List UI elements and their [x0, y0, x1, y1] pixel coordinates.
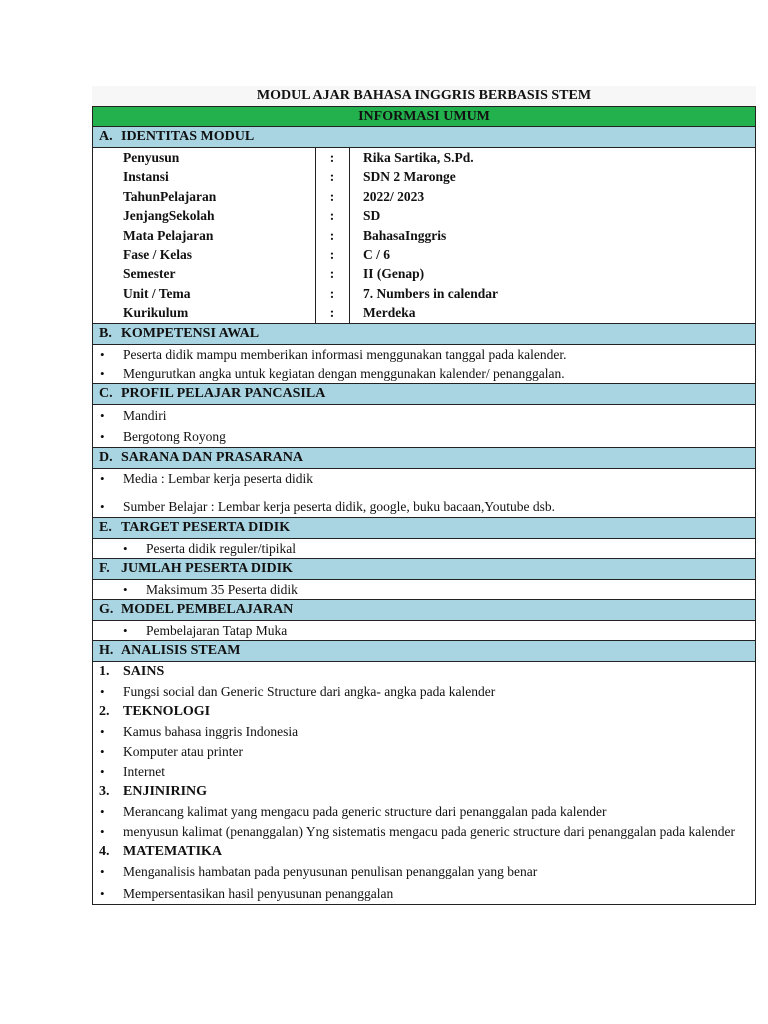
- list-item: • Mandiri: [93, 405, 755, 426]
- identitas-row: [93, 206, 755, 225]
- target-cell: [93, 538, 756, 558]
- section-title: PROFIL PELAJAR PANCASILA: [121, 385, 326, 401]
- list-item: • Bergotong Royong: [93, 426, 755, 447]
- identitas-value: 2022/ 2023: [363, 188, 425, 204]
- steam-number: 1.: [99, 663, 110, 679]
- identitas-row: [93, 167, 755, 186]
- section-g-header: [93, 599, 756, 620]
- identitas-sep: :: [329, 188, 335, 204]
- steam-heading: [93, 782, 755, 802]
- steam-title: TEKNOLOGI: [123, 703, 211, 719]
- section-a-header: [93, 127, 756, 148]
- section-c-header: [93, 383, 756, 404]
- steam-number: 4.: [99, 843, 110, 859]
- identitas-label: Penyusun: [123, 150, 180, 165]
- section-f-header: [93, 558, 756, 579]
- list-item: • Menganalisis hambatan pada penyusunan penulisan penanggalan yang benar: [93, 862, 755, 882]
- identitas-value: BahasaInggris: [363, 227, 447, 243]
- list-item: • Internet: [93, 762, 755, 782]
- list-item: • menyusun kalimat (penanggalan) Yng sistematis mengacu pada generic structure dari penanggalan pada kalender: [93, 822, 755, 842]
- section-letter: A.: [99, 129, 113, 144]
- identitas-value: Merdeka: [363, 305, 416, 321]
- identitas-label: JenjangSekolah: [123, 208, 215, 224]
- steam-title: SAINS: [123, 663, 165, 679]
- steam-cell: [93, 661, 756, 904]
- section-b-header: [93, 323, 756, 344]
- identitas-label: Unit / Tema: [123, 285, 191, 301]
- steam-number: 2.: [99, 703, 110, 719]
- identitas-label: Mata Pelajaran: [123, 227, 214, 243]
- identitas-sep: :: [329, 169, 335, 185]
- identitas-value: II (Genap): [363, 266, 425, 282]
- identitas-label: Semester: [123, 266, 176, 282]
- list-item: • Mempersentasikan hasil penyusunan penanggalan: [93, 884, 755, 904]
- document: [92, 86, 756, 905]
- identitas-sep: :: [329, 266, 335, 282]
- identitas-grid: [93, 148, 755, 323]
- identitas-sep: :: [329, 150, 335, 165]
- section-letter: C.: [99, 385, 113, 401]
- identitas-cell: [93, 148, 756, 324]
- divider: [315, 148, 316, 323]
- identitas-sep: :: [329, 246, 335, 262]
- identitas-label: TahunPelajaran: [123, 188, 217, 204]
- identitas-row: [93, 303, 755, 322]
- list-item: • Media : Lembar kerja peserta didik: [93, 469, 755, 489]
- section-e-header: [93, 517, 756, 538]
- section-letter: B.: [99, 325, 112, 341]
- identitas-sep: :: [329, 285, 335, 301]
- list-item: • Komputer atau printer: [93, 742, 755, 762]
- identitas-row: [93, 148, 755, 167]
- list-item: • Merancang kalimat yang mengacu pada generic structure dari penanggalan pada kalender: [93, 802, 755, 822]
- identitas-value: SDN 2 Maronge: [363, 169, 456, 185]
- steam-heading: [93, 662, 755, 682]
- identitas-row: [93, 245, 755, 264]
- sarana-cell: [93, 468, 756, 517]
- identitas-value: C / 6: [363, 246, 390, 262]
- section-title: JUMLAH PESERTA DIDIK: [121, 560, 293, 576]
- section-title: KOMPETENSI AWAL: [121, 325, 260, 341]
- identitas-label: Kurikulum: [123, 305, 189, 321]
- list-item: • Mengurutkan angka untuk kegiatan dengan menggunakan kalender/ penanggalan.: [93, 364, 755, 383]
- steam-title: MATEMATIKA: [123, 843, 223, 859]
- identitas-row: [93, 187, 755, 206]
- section-title: SARANA DAN PRASARANA: [121, 449, 304, 465]
- jumlah-cell: [93, 579, 756, 599]
- list-item: • Maksimum 35 Peserta didik: [93, 580, 755, 599]
- section-h-header: [93, 640, 756, 661]
- identitas-row: [93, 284, 755, 303]
- identitas-row: [93, 264, 755, 283]
- section-title: MODEL PEMBELAJARAN: [121, 601, 294, 617]
- identitas-sep: :: [329, 208, 335, 224]
- section-title: IDENTITAS MODUL: [121, 129, 255, 144]
- kompetensi-cell: [93, 344, 756, 383]
- section-letter: E.: [99, 519, 112, 535]
- divider: [349, 148, 350, 323]
- list-item: • Peserta didik reguler/tipikal: [93, 539, 755, 558]
- steam-heading: [93, 702, 755, 722]
- section-d-header: [93, 447, 756, 468]
- steam-number: 3.: [99, 783, 110, 799]
- model-cell: [93, 620, 756, 640]
- list-item: • Sumber Belajar : Lembar kerja peserta didik, google, buku bacaan,Youtube dsb.: [93, 497, 755, 517]
- identitas-value: 7. Numbers in calendar: [363, 285, 498, 301]
- identitas-label: Fase / Kelas: [123, 246, 192, 262]
- list-item: • Peserta didik mampu memberikan informasi menggunakan tanggal pada kalender.: [93, 345, 755, 364]
- identitas-value: SD: [363, 208, 381, 224]
- steam-title: ENJINIRING: [123, 783, 208, 799]
- info-umum-header: INFORMASI UMUM: [93, 107, 756, 127]
- profil-cell: [93, 404, 756, 447]
- steam-heading: [93, 842, 755, 862]
- list-item: • Pembelajaran Tatap Muka: [93, 621, 755, 640]
- identitas-sep: :: [329, 227, 335, 243]
- section-letter: D.: [99, 449, 113, 465]
- list-item: • Kamus bahasa inggris Indonesia: [93, 722, 755, 742]
- list-item: • Fungsi social dan Generic Structure dari angka- angka pada kalender: [93, 682, 755, 702]
- section-letter: G.: [99, 601, 114, 617]
- identitas-sep: :: [329, 305, 335, 321]
- section-letter: H.: [99, 642, 114, 658]
- identitas-label: Instansi: [123, 169, 169, 185]
- identitas-value: Rika Sartika, S.Pd.: [363, 150, 474, 165]
- section-title: TARGET PESERTA DIDIK: [121, 519, 291, 535]
- identitas-row: [93, 226, 755, 245]
- section-letter: F.: [99, 560, 110, 576]
- page-title: MODUL AJAR BAHASA INGGRIS BERBASIS STEM: [92, 86, 756, 106]
- section-title: ANALISIS STEAM: [121, 642, 241, 658]
- module-table: [92, 106, 756, 905]
